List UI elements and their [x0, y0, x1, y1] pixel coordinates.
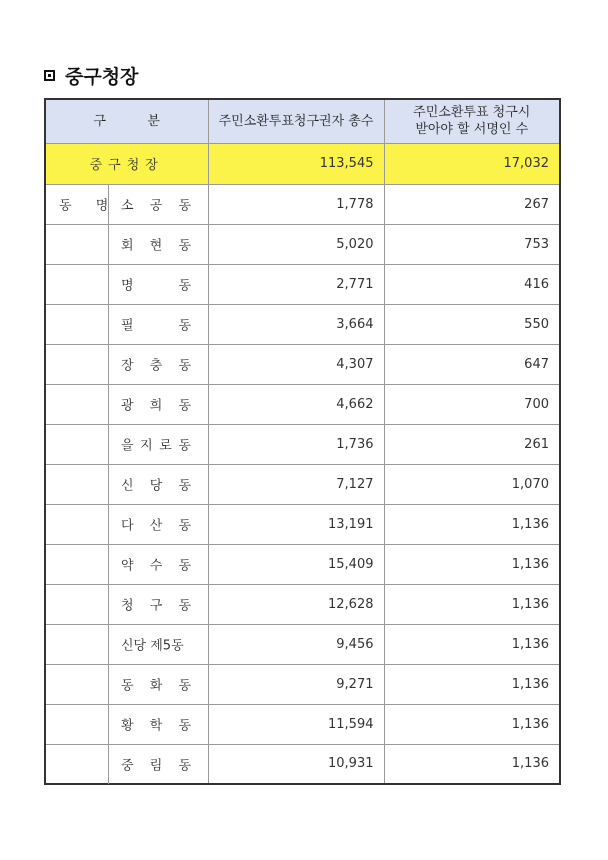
total-row-signatures: 17,032	[384, 143, 560, 184]
table-row	[45, 344, 560, 384]
dong-voters: 12,628	[208, 584, 384, 624]
table-row	[45, 264, 560, 304]
dong-name: 다 산 동	[121, 518, 191, 534]
table-row	[45, 424, 560, 464]
header-signatures-line1: 주민소환투표 청구시	[413, 105, 531, 121]
dong-name: 황 학 동	[121, 718, 191, 734]
dong-voters: 7,127	[208, 464, 384, 504]
dong-name-cell	[45, 584, 208, 624]
column-divider	[108, 304, 109, 345]
column-divider	[108, 384, 109, 425]
dong-name-cell	[45, 464, 208, 504]
column-divider	[108, 264, 109, 305]
dong-name: 회 현 동	[121, 238, 191, 254]
dong-name-cell	[45, 264, 208, 304]
dong-voters: 13,191	[208, 504, 384, 544]
dong-name: 명 동	[121, 278, 191, 294]
square-bullet-icon	[44, 70, 55, 81]
dong-name: 소 공 동	[121, 198, 191, 214]
table-row	[45, 304, 560, 344]
dong-name-cell	[45, 504, 208, 544]
dong-name-cell	[45, 184, 208, 224]
table-row	[45, 584, 560, 624]
dong-name-cell	[45, 744, 208, 784]
dong-signatures: 416	[384, 264, 560, 304]
dong-signatures: 1,136	[384, 704, 560, 744]
total-row	[45, 143, 560, 184]
dong-voters: 2,771	[208, 264, 384, 304]
dong-name-cell	[45, 664, 208, 704]
dong-signatures: 1,136	[384, 584, 560, 624]
column-divider	[108, 704, 109, 745]
dong-signatures: 550	[384, 304, 560, 344]
table-row	[45, 664, 560, 704]
dong-signatures: 1,136	[384, 504, 560, 544]
dong-column-label: 동 명	[59, 198, 119, 214]
header-category: 구 분	[45, 99, 208, 143]
dong-signatures: 261	[384, 424, 560, 464]
total-row-name: 중구청장	[45, 143, 208, 184]
column-divider	[108, 184, 109, 225]
dong-name: 신 당 동	[121, 478, 191, 494]
table-header-row	[45, 99, 560, 143]
dong-name: 광 희 동	[121, 398, 191, 414]
header-total-voters: 주민소환투표청구권자 총수	[208, 99, 384, 143]
dong-voters: 3,664	[208, 304, 384, 344]
table-row	[45, 624, 560, 664]
dong-name-cell	[45, 224, 208, 264]
table-row	[45, 744, 560, 784]
dong-name: 신당 제5동	[121, 638, 184, 654]
section-title	[44, 62, 138, 89]
table-row	[45, 704, 560, 744]
dong-signatures: 753	[384, 224, 560, 264]
column-divider	[108, 744, 109, 785]
dong-name-cell	[45, 544, 208, 584]
dong-name-cell	[45, 344, 208, 384]
dong-voters: 10,931	[208, 744, 384, 784]
header-required-signatures	[384, 99, 560, 143]
dong-name: 중 림 동	[121, 758, 191, 774]
dong-voters: 4,307	[208, 344, 384, 384]
dong-name-cell	[45, 704, 208, 744]
dong-voters: 9,456	[208, 624, 384, 664]
dong-voters: 15,409	[208, 544, 384, 584]
dong-signatures: 1,136	[384, 624, 560, 664]
dong-voters: 4,662	[208, 384, 384, 424]
table-row	[45, 224, 560, 264]
table-row	[45, 464, 560, 504]
column-divider	[108, 624, 109, 665]
dong-name: 필 동	[121, 318, 191, 334]
dong-name-cell	[45, 424, 208, 464]
dong-voters: 9,271	[208, 664, 384, 704]
section-title-text: 중구청장	[65, 66, 139, 88]
dong-signatures: 1,136	[384, 544, 560, 584]
dong-signatures: 1,136	[384, 664, 560, 704]
dong-name: 청 구 동	[121, 598, 191, 614]
dong-signatures: 1,136	[384, 744, 560, 784]
header-signatures-line2: 받아야 할 서명인 수	[415, 122, 529, 138]
table-row	[45, 504, 560, 544]
dong-name-cell	[45, 304, 208, 344]
dong-name: 을 지 로 동	[121, 438, 191, 454]
dong-voters: 5,020	[208, 224, 384, 264]
column-divider	[108, 504, 109, 545]
dong-signatures: 267	[384, 184, 560, 224]
signature-requirements-table	[44, 98, 561, 785]
column-divider	[108, 664, 109, 705]
dong-name: 동 화 동	[121, 678, 191, 694]
table-row	[45, 544, 560, 584]
dong-name-cell	[45, 384, 208, 424]
dong-voters: 1,736	[208, 424, 384, 464]
dong-signatures: 1,070	[384, 464, 560, 504]
dong-signatures: 700	[384, 384, 560, 424]
column-divider	[108, 344, 109, 385]
dong-name-cell	[45, 624, 208, 664]
column-divider	[108, 424, 109, 465]
column-divider	[108, 544, 109, 585]
column-divider	[108, 224, 109, 265]
table-row	[45, 184, 560, 224]
dong-name: 장 충 동	[121, 358, 191, 374]
dong-name: 약 수 동	[121, 558, 191, 574]
dong-signatures: 647	[384, 344, 560, 384]
dong-voters: 1,778	[208, 184, 384, 224]
dong-voters: 11,594	[208, 704, 384, 744]
column-divider	[108, 464, 109, 505]
column-divider	[108, 584, 109, 625]
table-row	[45, 384, 560, 424]
total-row-voters: 113,545	[208, 143, 384, 184]
